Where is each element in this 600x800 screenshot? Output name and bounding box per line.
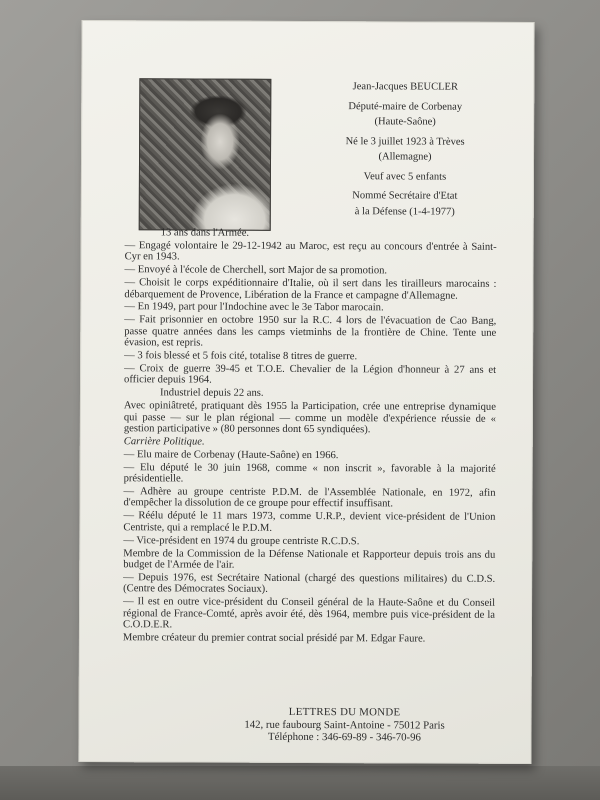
biography-text [123, 227, 497, 646]
bio-section-heading: Carrière Politique. [123, 436, 205, 448]
author-portrait [139, 78, 272, 231]
book-back-cover [78, 20, 534, 764]
publisher-block [184, 705, 504, 744]
author-role-1: Nommé Secrétaire d'Etat [352, 190, 458, 202]
bio-paragraph: — 3 fois blessé et 5 fois cité, totalise 8 titres de guerre. [124, 350, 358, 363]
bio-paragraph: — Il est en outre vice-président du Conseil général de la Haute-Saône et du Conseil régional de France-Comté, après avoir été, dès 1964, membre puis vice-président de la C.O.D.E.R. [122, 596, 496, 631]
publisher-name: LETTRES DU MONDE [288, 705, 401, 719]
bio-paragraph: — Fait prisonnier en octobre 1950 sur la R.C. 4 lors de l'évacuation de Cao Bang, passe quatre années dans les camps vietminhs de la frontière de Chine. Tente une évasion, est repris. [124, 314, 497, 349]
author-birth: Né le 3 juillet 1923 à Trèves [345, 135, 465, 148]
author-header [285, 79, 526, 220]
bio-paragraph: Membre de la Commission de la Défense Nationale et Rapporteur depuis trois ans du budget de l'Armée de l'air. [123, 547, 496, 571]
table-surface [0, 766, 600, 800]
bio-paragraph: Membre créateur du premier contrat social présidé par M. Edgar Faure. [122, 632, 426, 645]
bio-paragraph: — Depuis 1976, est Secrétaire National (chargé des questions militaires) du C.D.S. (Centre des Démocrates Sociaux). [123, 572, 496, 596]
author-family: Veuf avec 5 enfants [363, 170, 447, 183]
author-title: Député-maire de Corbenay [348, 100, 463, 113]
publisher-address: 142, rue faubourg Saint-Antoine - 75012 Paris [244, 718, 445, 732]
author-region: (Haute-Saône) [374, 116, 436, 128]
bio-paragraph: — Elu député le 30 juin 1968, comme « non inscrit », favorable à la majorité présidentielle. [123, 461, 496, 485]
author-role-2: à la Défense (1-4-1977) [354, 205, 455, 218]
bio-paragraph: — Envoyé à l'école de Cherchell, sort Major de sa promotion. [124, 264, 388, 277]
bio-paragraph: — Adhère au groupe centriste P.D.M. de l'Assemblée Nationale, en 1972, afin d'empêcher la dissolution de ce groupe pour effectif insuffisant. [123, 486, 496, 510]
bio-paragraph: — Croix de guerre 39-45 et T.O.E. Chevalier de la Légion d'honneur à 27 ans et officier depuis 1964. [124, 363, 497, 386]
author-birth-country: (Allemagne) [378, 151, 432, 163]
publisher-phone: Téléphone : 346-69-89 - 346-70-96 [268, 730, 421, 744]
bio-paragraph: Industriel depuis 22 ans. [159, 387, 264, 400]
bio-paragraph: Avec opiniâtreté, pratiquant dès 1955 la Participation, crée une entreprise dynamique qui passe — sur le plan régional — comme un modèle d'expérience réussie de « gestion participative » (80 personnes dont 65 syndiquées). [123, 400, 496, 436]
author-name: Jean-Jacques BEUCLER [352, 81, 458, 93]
bio-paragraph: — Elu maire de Corbenay (Haute-Saône) en 1966. [123, 449, 339, 461]
bio-paragraph: 13 ans dans l'Armée. [160, 227, 250, 239]
bio-paragraph: — Réélu député le 11 mars 1973, comme U.R.P., devient vice-président de l'Union Centriste, qui a remplacé le P.D.M. [123, 510, 496, 534]
bio-paragraph: — Engagé volontaire le 29-12-1942 au Maroc, est reçu au concours d'entrée à Saint-Cyr en 1943. [124, 240, 497, 263]
bio-paragraph: — Choisit le corps expéditionnaire d'Italie, où il sert dans les tirailleurs marocains : débarquement de Provence, Libération de la France et campagne d'Allemagne. [124, 277, 497, 302]
bio-paragraph: — En 1949, part pour l'Indochine avec le 3e Tabor marocain. [124, 301, 384, 314]
bio-paragraph: — Vice-président en 1974 du groupe centriste R.C.D.S. [123, 534, 360, 547]
